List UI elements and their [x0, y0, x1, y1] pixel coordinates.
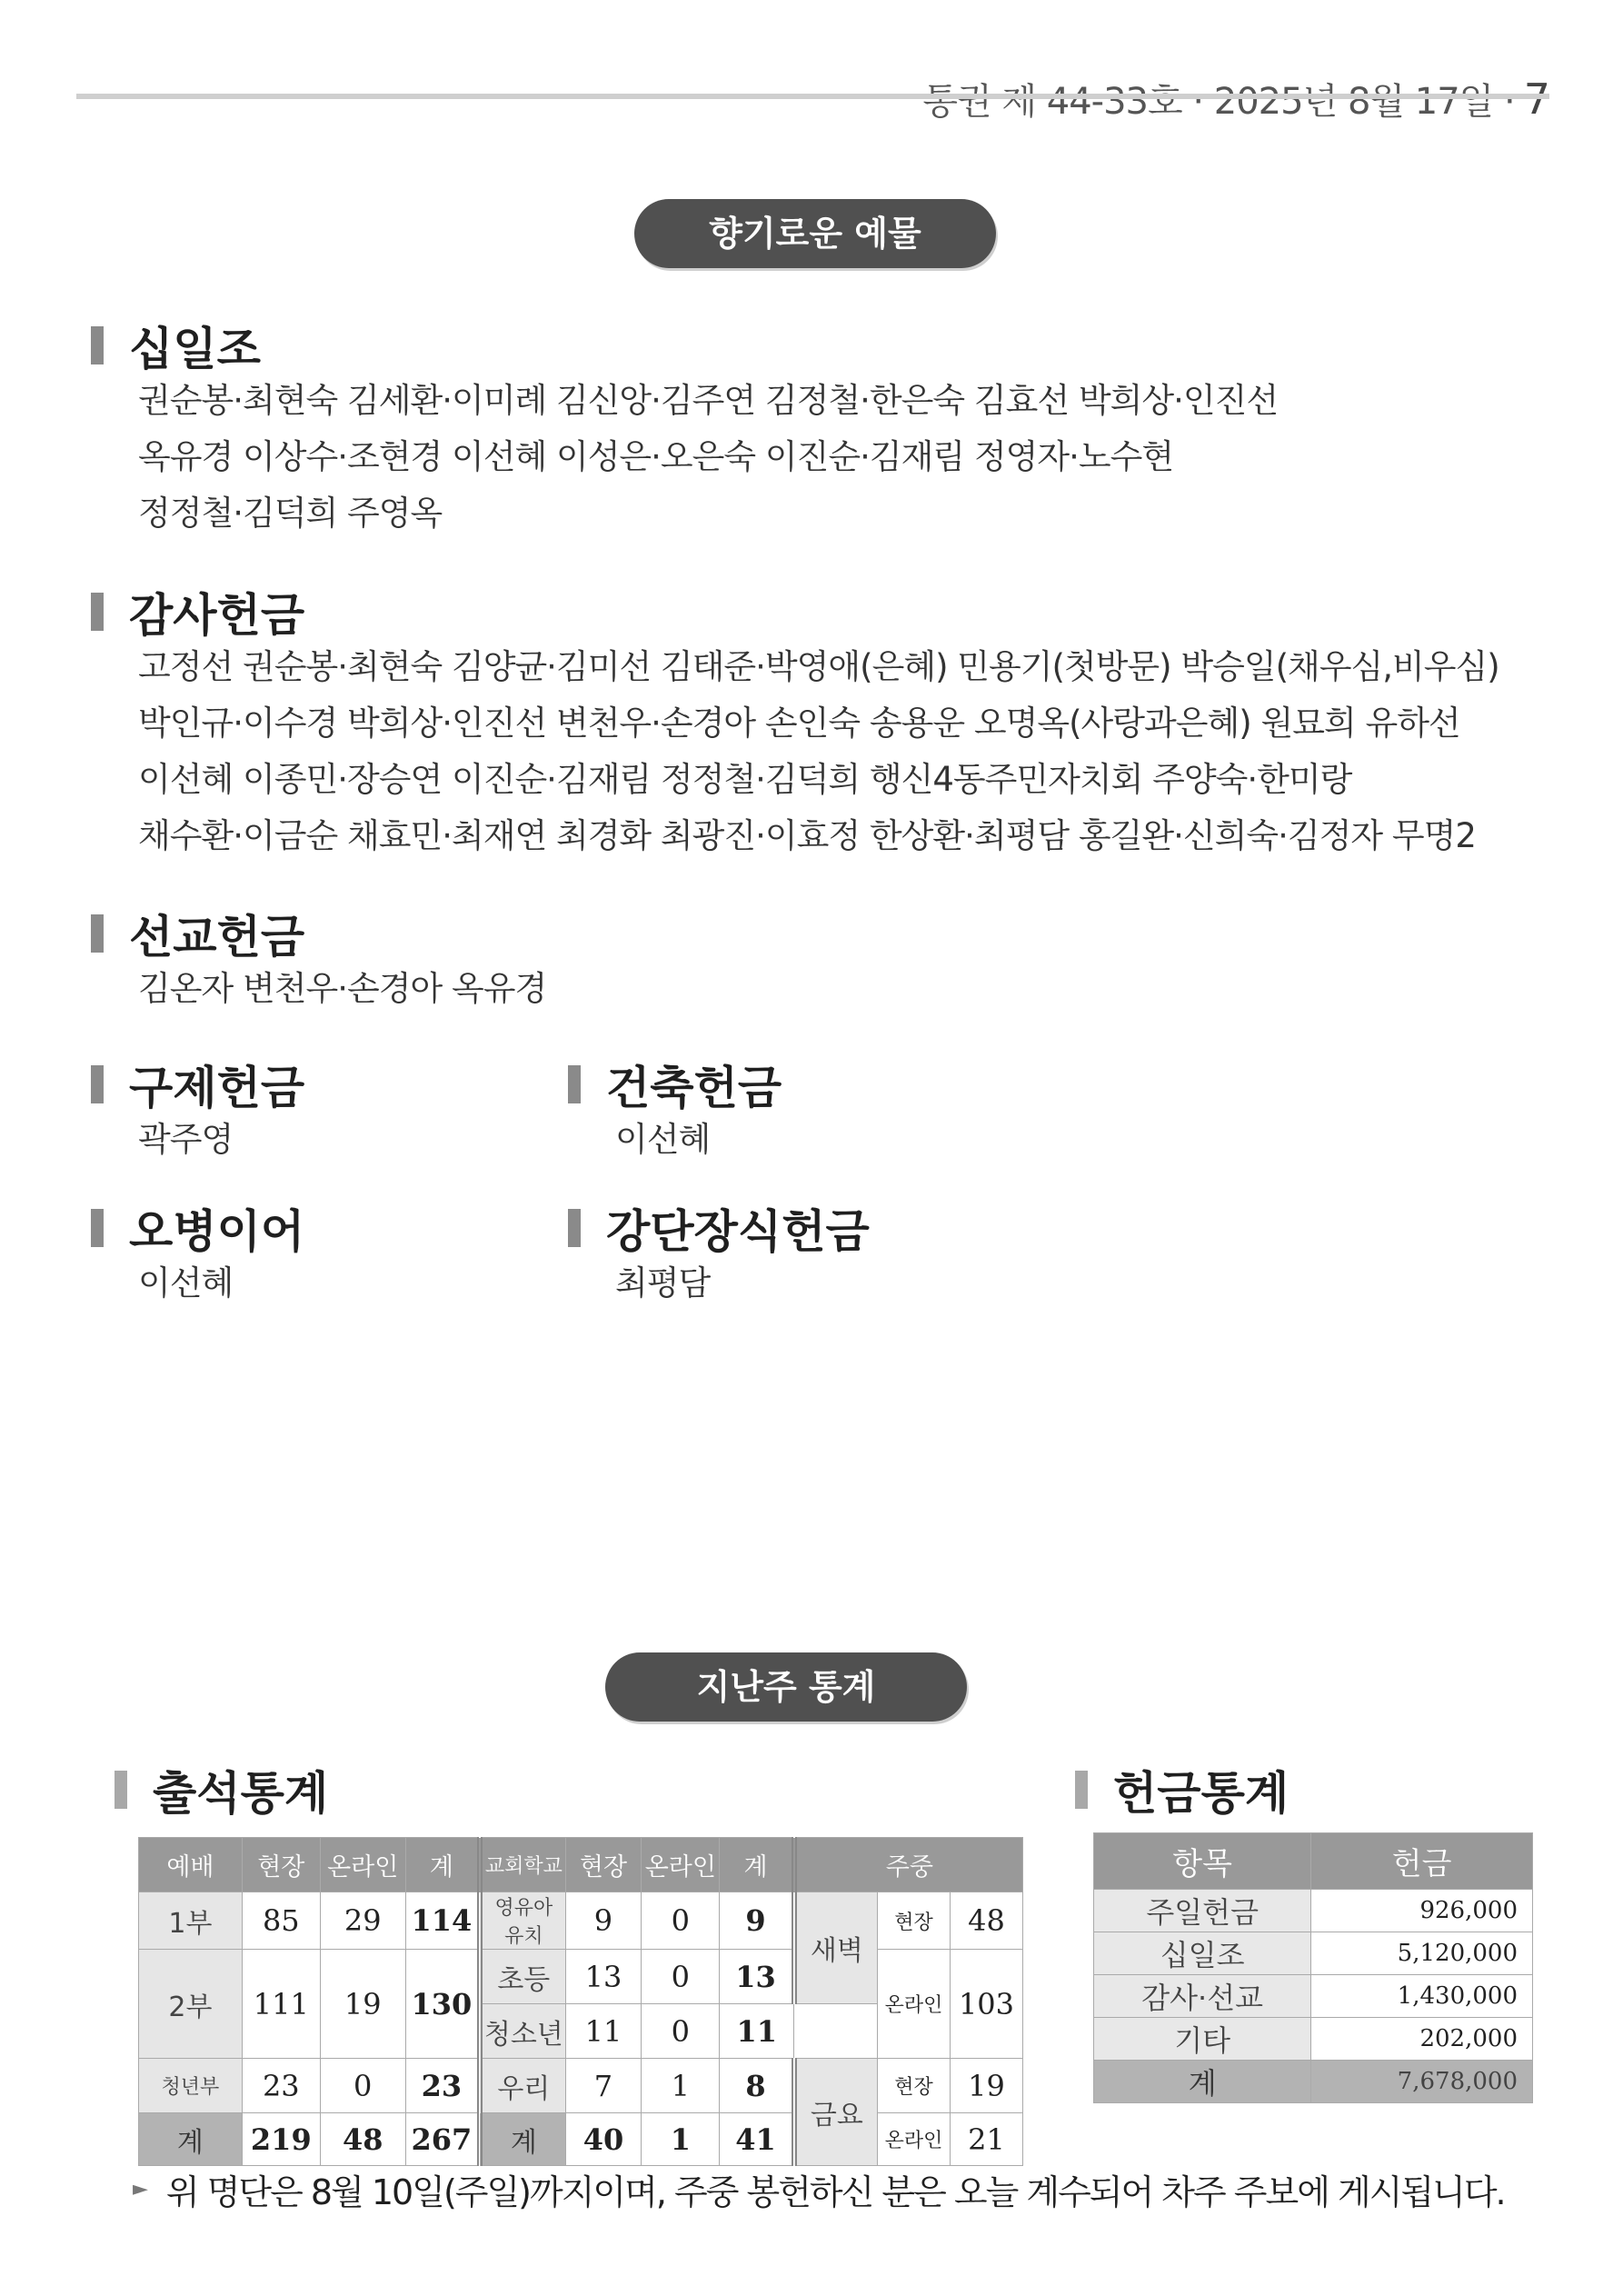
total-count: 130: [405, 1950, 480, 2059]
online-count: 0: [642, 1892, 720, 1950]
school-label: 영유아 유치: [480, 1892, 565, 1950]
section-marker: [91, 1209, 104, 1247]
section-marker: [568, 1065, 581, 1103]
school-label: 청소년: [480, 2004, 565, 2059]
header-weekday: 주중: [794, 1838, 1023, 1892]
offering-table: [1093, 1832, 1533, 2103]
section-marker: [91, 914, 104, 953]
weekday-onsite-count: 19: [950, 2059, 1022, 2113]
name-line: 곽주영: [138, 1120, 234, 1159]
offering-heading: [1075, 1757, 1289, 1822]
total-count: 9: [720, 1892, 794, 1950]
section-marker: [91, 593, 104, 631]
table-row: [139, 2059, 1023, 2113]
header-divider: [76, 94, 1549, 99]
header-onsite: 현장: [242, 1838, 320, 1892]
page-number: 7: [1523, 75, 1549, 124]
offering-amount: 926,000: [1311, 1890, 1533, 1932]
section-relief: [91, 1057, 304, 1168]
table-row-total: [139, 2113, 1023, 2166]
onsite-total: 40: [565, 2113, 642, 2166]
total-count: 13: [720, 1950, 794, 2004]
weekday-label: 새벽: [794, 1892, 878, 2004]
online-count: 0: [642, 1950, 720, 2004]
weekday-onsite-count: 48: [950, 1892, 1022, 1950]
header-church-school: 교회학교: [480, 1838, 565, 1892]
section-marker: [115, 1771, 127, 1809]
section-title: 강단장식헌금: [606, 1205, 870, 1258]
offering-banner: 향기로운 예물: [634, 199, 996, 268]
section-thanksgiving: [91, 584, 1499, 864]
section-title: 구제헌금: [129, 1062, 305, 1114]
name-line: 이선혜 이종민·장승연 이진순·김재림 정정철·김덕희 행신4동주민자치회 주양숙·한미랑: [138, 760, 1352, 799]
onsite-count: 11: [565, 2004, 642, 2059]
section-five-loaves: [91, 1201, 304, 1312]
header-item: 항목: [1094, 1833, 1311, 1890]
table-row: [1094, 1975, 1533, 2018]
onsite-count: 23: [242, 2059, 320, 2113]
offering-title: 헌금통계: [1113, 1767, 1289, 1820]
name-line: 이선혜: [138, 1263, 234, 1303]
header-total: 계: [720, 1838, 794, 1892]
online-count: 1: [642, 2059, 720, 2113]
worship-label: 청년부: [139, 2059, 243, 2113]
section-marker: [91, 1065, 104, 1103]
weekday-online-count: 103: [950, 1950, 1022, 2059]
table-row: [1094, 1932, 1533, 1975]
online-count: 0: [320, 2059, 405, 2113]
total-count: 8: [720, 2059, 794, 2113]
name-line: 권순봉·최현숙 김세환·이미례 김신앙·김주연 김정철·한은숙 김효선 박희상·인진선: [138, 381, 1279, 420]
online-count: 19: [320, 1950, 405, 2059]
name-line: 고정선 권순봉·최현숙 김양균·김미선 김태준·박영애(은혜) 민용기(첫방문) 박승일(채우심,비우심): [138, 647, 1499, 686]
attendance-table: [138, 1837, 1023, 2166]
table-row: [139, 1950, 1023, 2004]
stats-banner: 지난주 통계: [605, 1652, 967, 1722]
issue-info: 통권 제 44-33호 · 2025년 8월 17일 ·: [922, 81, 1515, 123]
footnote: [133, 2164, 1505, 2214]
onsite-total: 219: [242, 2113, 320, 2166]
header-online: 온라인: [320, 1838, 405, 1892]
section-marker: [91, 326, 104, 364]
header-onsite: 현장: [565, 1838, 642, 1892]
header-amount: 헌금: [1311, 1833, 1533, 1890]
offering-item: 주일헌금: [1094, 1890, 1311, 1932]
online-count: 0: [642, 2004, 720, 2059]
onsite-count: 9: [565, 1892, 642, 1950]
online-total: 48: [320, 2113, 405, 2166]
name-line: 옥유경 이상수·조현경 이선혜 이성은·오은숙 이진순·김재림 정영자·노수현: [138, 437, 1174, 476]
weekday-onsite-label: 현장: [878, 2059, 951, 2113]
total-count: 23: [405, 2059, 480, 2113]
section-title: 선교헌금: [129, 911, 305, 963]
onsite-count: 85: [242, 1892, 320, 1950]
attendance-title: 출석통계: [153, 1767, 329, 1820]
name-line: 이선혜: [615, 1120, 711, 1159]
section-marker: [568, 1209, 581, 1247]
offering-amount: 1,430,000: [1311, 1975, 1533, 2018]
total-count: 11: [720, 2004, 794, 2059]
offering-total-label: 계: [1094, 2061, 1311, 2103]
section-title: 건축헌금: [606, 1062, 782, 1114]
header-worship: 예배: [139, 1838, 243, 1892]
online-count: 29: [320, 1892, 405, 1950]
triangle-right-icon: ►: [133, 2178, 146, 2201]
section-title: 감사헌금: [129, 589, 305, 642]
offering-amount: 5,120,000: [1311, 1932, 1533, 1975]
offering-item: 기타: [1094, 2018, 1311, 2061]
onsite-count: 13: [565, 1950, 642, 2004]
section-title: 십일조: [129, 323, 261, 375]
footnote-text: 위 명단은 8월 10일(주일)까지이며, 주중 봉헌하신 분은 오늘 계수되어 차주 주보에 게시됩니다.: [165, 2172, 1505, 2212]
weekday-online-label: 온라인: [878, 1950, 951, 2059]
school-label: 초등: [480, 1950, 565, 2004]
onsite-count: 7: [565, 2059, 642, 2113]
header-total: 계: [405, 1838, 480, 1892]
onsite-count: 111: [242, 1950, 320, 2059]
name-line: 채수환·이금순 채효민·최재연 최경화 최광진·이효정 한상환·최평담 홍길완·신희숙·김정자 무명2: [138, 816, 1476, 855]
name-line: 정정철·김덕희 주영옥: [138, 494, 443, 533]
section-tithe: [91, 318, 1278, 542]
attendance-heading: [115, 1757, 328, 1822]
offering-amount: 202,000: [1311, 2018, 1533, 2061]
school-total-label: 계: [480, 2113, 565, 2166]
table-row: [1094, 2018, 1533, 2061]
weekday-onsite-label: 현장: [878, 1892, 951, 1950]
table-row-total: [1094, 2061, 1533, 2103]
section-altar-flowers: [568, 1201, 870, 1312]
weekday-label: 금요: [794, 2059, 878, 2166]
offering-total-amount: 7,678,000: [1311, 2061, 1533, 2103]
school-grand-total: 41: [720, 2113, 794, 2166]
weekday-online-label: 온라인: [878, 2113, 951, 2166]
total-count: 114: [405, 1892, 480, 1950]
section-mission: [91, 906, 546, 1017]
header-online: 온라인: [642, 1838, 720, 1892]
table-row: [139, 1892, 1023, 1950]
offering-item: 감사·선교: [1094, 1975, 1311, 2018]
school-label: 우리: [480, 2059, 565, 2113]
name-line: 박인규·이수경 박희상·인진선 변천우·손경아 손인숙 송용운 오명옥(사랑과은혜) 원묘희 유하선: [138, 704, 1460, 743]
worship-label: 2부: [139, 1950, 243, 2059]
table-row: [1094, 1890, 1533, 1932]
grand-total: 267: [405, 2113, 480, 2166]
offering-item: 십일조: [1094, 1932, 1311, 1975]
section-building: [568, 1057, 782, 1168]
worship-total-label: 계: [139, 2113, 243, 2166]
name-line: 김온자 변천우·손경아 옥유경: [138, 969, 547, 1008]
worship-label: 1부: [139, 1892, 243, 1950]
online-total: 1: [642, 2113, 720, 2166]
section-marker: [1075, 1771, 1088, 1809]
name-line: 최평담: [615, 1263, 711, 1303]
weekday-online-count: 21: [950, 2113, 1022, 2166]
section-title: 오병이어: [129, 1205, 305, 1258]
